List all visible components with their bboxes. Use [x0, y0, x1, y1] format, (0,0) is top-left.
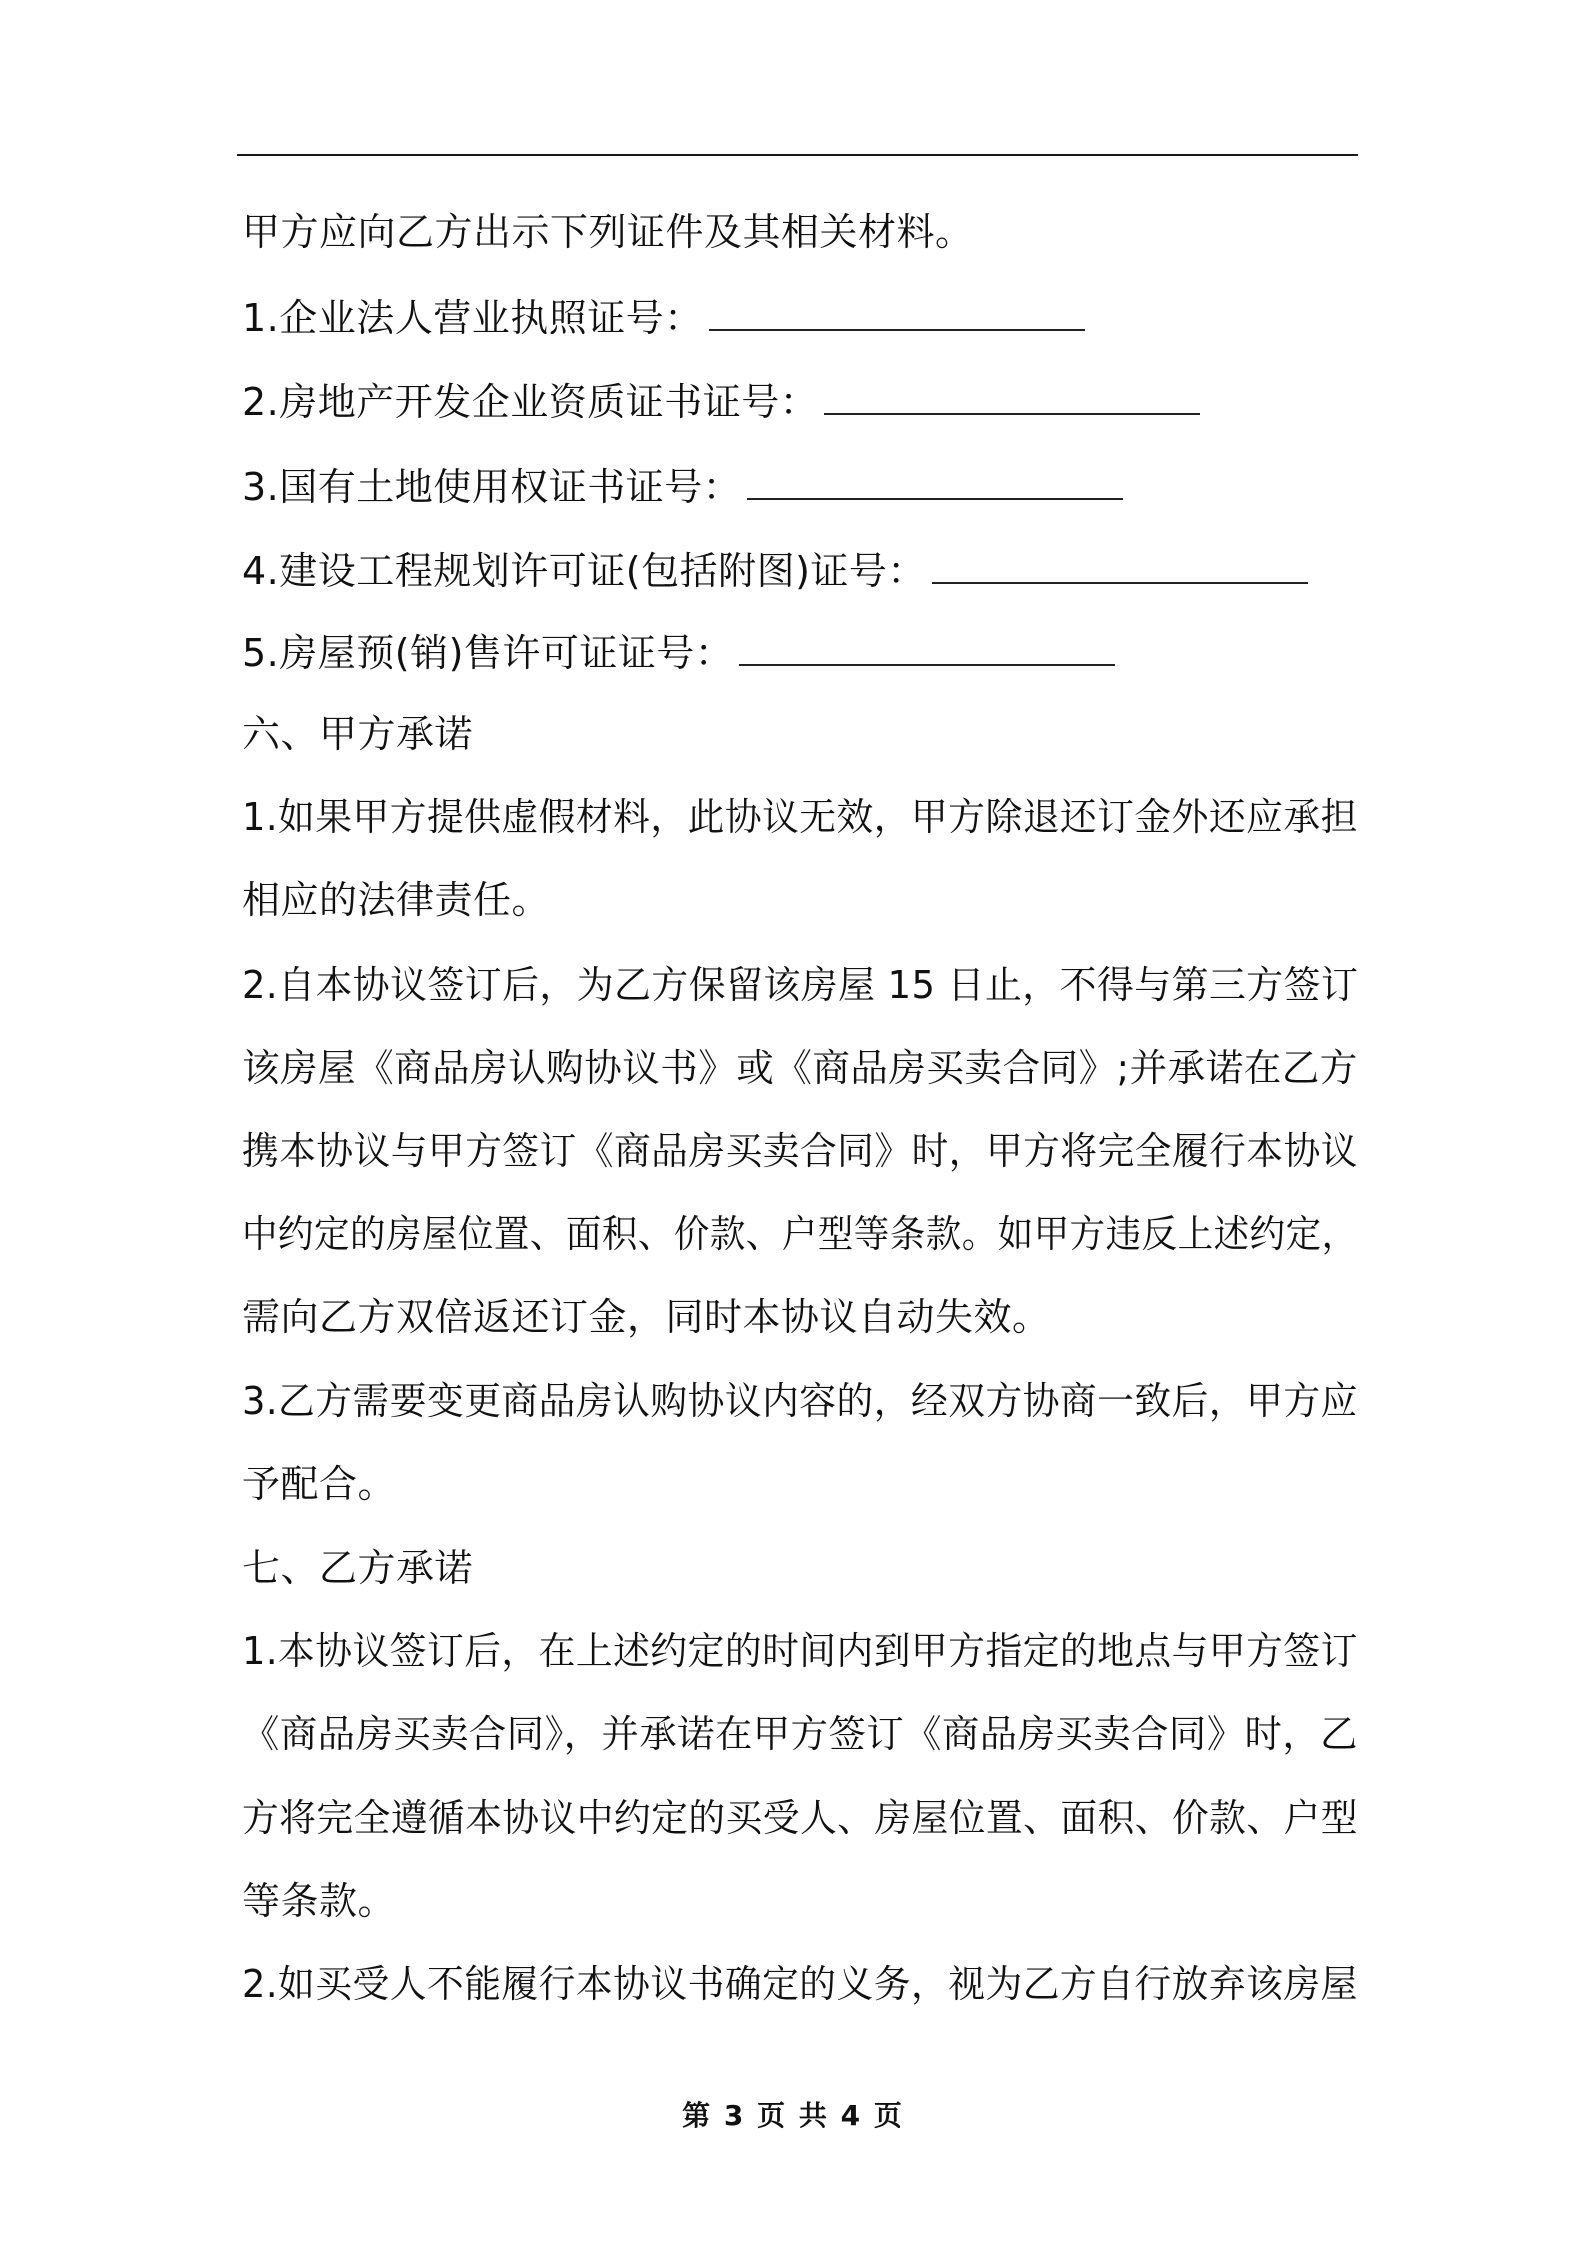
fill-blank [932, 578, 1308, 584]
fill-blank [709, 325, 1085, 331]
header-rule [237, 154, 1358, 156]
paragraph-line: 2.如买受人不能履行本协议书确定的义务，视为乙方自行放弃该房屋 [242, 1962, 1358, 2006]
paragraph-line: 1.如果甲方提供虚假材料，此协议无效，甲方除退还订金外还应承担 [242, 795, 1358, 839]
paragraph-line: 等条款。 [242, 1879, 397, 1923]
paragraph-line: 3.乙方需要变更商品房认购协议内容的，经双方协商一致后，甲方应 [242, 1379, 1358, 1423]
cert-label: 3.国有土地使用权证书证号： [242, 465, 742, 509]
section-heading: 六、甲方承诺 [242, 712, 474, 756]
paragraph-line: 方将完全遵循本协议中约定的买受人、房屋位置、面积、价款、户型 [242, 1796, 1358, 1840]
paragraph-line: 2.自本协议签订后，为乙方保留该房屋 15 日止，不得与第三方签订 [242, 963, 1359, 1007]
paragraph-line: 中约定的房屋位置、面积、价款、户型等条款。如甲方违反上述约定， [242, 1212, 1358, 1256]
cert-item-2 [242, 378, 1200, 426]
section-heading: 七、乙方承诺 [242, 1546, 474, 1590]
fill-blank [739, 660, 1115, 666]
paragraph-line: 需向乙方双倍返还订金，同时本协议自动失效。 [242, 1295, 1051, 1339]
page-number-footer: 第 3 页 共 4 页 [682, 2099, 904, 2132]
fill-blank [747, 494, 1123, 500]
fill-blank [824, 409, 1200, 415]
paragraph-line: 该房屋《商品房认购协议书》或《商品房买卖合同》;并承诺在乙方 [242, 1046, 1358, 1090]
paragraph-line: 予配合。 [242, 1462, 397, 1506]
paragraph-line: 1.本协议签订后，在上述约定的时间内到甲方指定的地点与甲方签订 [242, 1629, 1358, 1673]
intro-text: 甲方应向乙方出示下列证件及其相关材料。 [242, 210, 974, 254]
paragraph-line: 《商品房买卖合同》，并承诺在甲方签订《商品房买卖合同》时，乙 [242, 1712, 1359, 1756]
paragraph-line: 相应的法律责任。 [242, 878, 551, 922]
paragraph-line: 携本协议与甲方签订《商品房买卖合同》时，甲方将完全履行本协议 [242, 1129, 1358, 1173]
cert-item-4 [242, 547, 1308, 595]
cert-label: 2.房地产开发企业资质证书证号： [242, 380, 819, 424]
cert-item-3 [242, 463, 1123, 511]
cert-label: 1.企业法人营业执照证号： [242, 296, 703, 340]
cert-item-5 [242, 629, 1115, 677]
cert-label: 4.建设工程规划许可证(包括附图)证号： [242, 549, 926, 593]
cert-item-1 [242, 294, 1085, 342]
cert-label: 5.房屋预(销)售许可证证号： [242, 631, 734, 675]
